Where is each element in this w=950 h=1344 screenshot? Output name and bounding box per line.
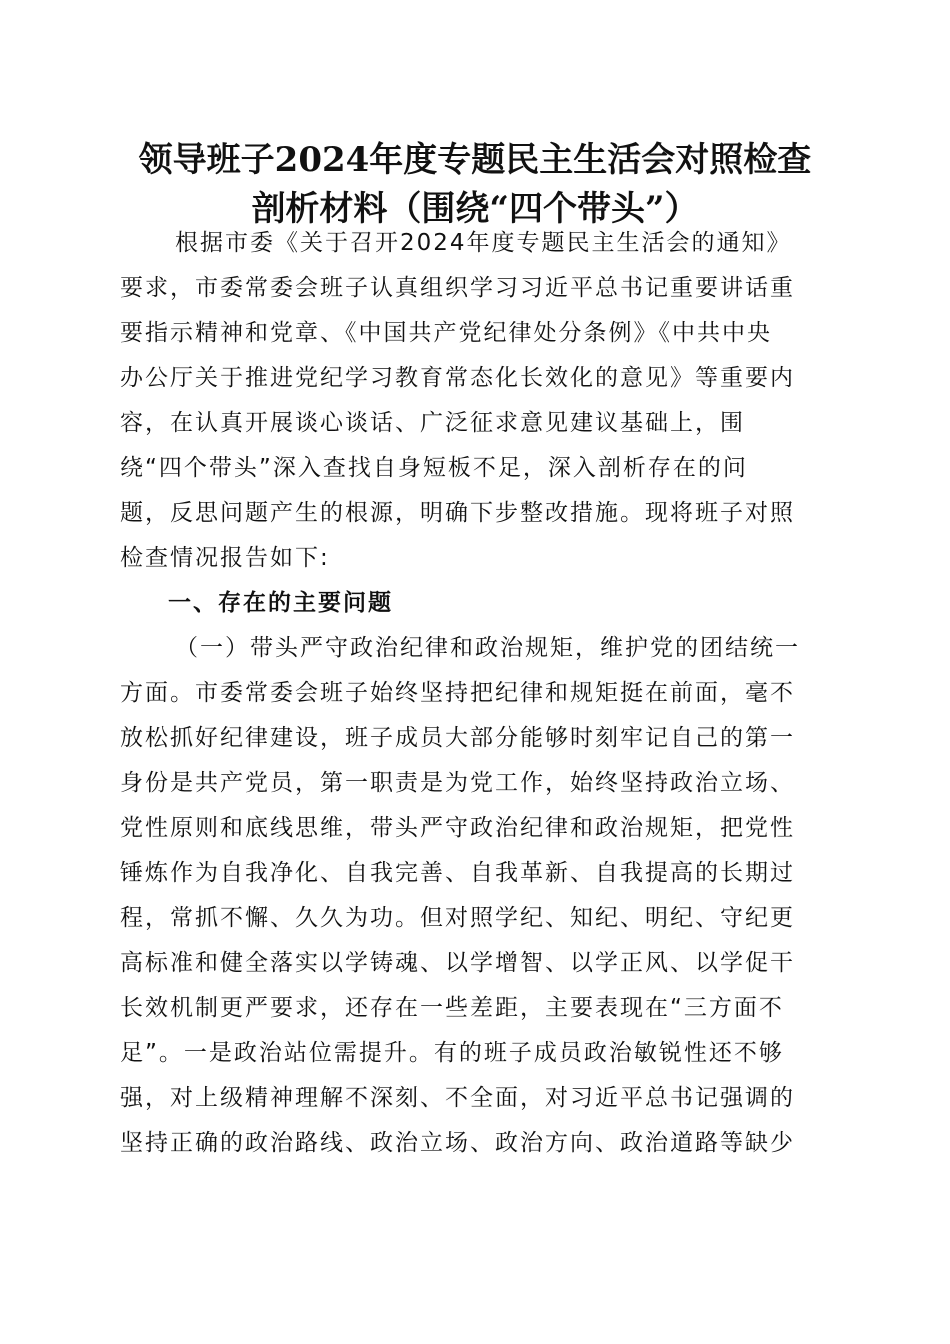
body-line-1: （一）带头严守政治纪律和政治规矩，维护党的团结统一 (175, 635, 800, 661)
document-title-line-2: 剖析材料（围绕“四个带头”） (251, 189, 699, 229)
intro-line-2: 要求，市委常委会班子认真组织学习习近平总书记重要讲话重 (120, 275, 795, 301)
intro-line-8: 检查情况报告如下: (120, 545, 330, 571)
intro-line-4: 办公厅关于推进党纪学习教育常态化长效化的意见》等重要内 (120, 365, 795, 391)
intro-line-6: 绕“四个带头”深入查找自身短板不足，深入剖析存在的问 (120, 455, 748, 481)
body-line-7: 程，常抓不懈、久久为功。但对照学纪、知纪、明纪、守纪更 (120, 905, 795, 931)
body-line-8: 高标准和健全落实以学铸魂、以学增智、以学正风、以学促干 (120, 950, 795, 976)
body-line-6: 锤炼作为自我净化、自我完善、自我革新、自我提高的长期过 (120, 860, 795, 886)
intro-line-5: 容，在认真开展谈心谈话、广泛征求意见建议基础上，围 (120, 410, 745, 436)
body-line-4: 身份是共产党员，第一职责是为党工作，始终坚持政治立场、 (120, 770, 795, 796)
body-line-5: 党性原则和底线思维，带头严守政治纪律和政治规矩，把党性 (120, 815, 795, 841)
body-line-2: 方面。市委常委会班子始终坚持把纪律和规矩挺在前面，毫不 (120, 680, 795, 706)
intro-line-7: 题，反思问题产生的根源，明确下步整改措施。现将班子对照 (120, 500, 795, 526)
body-line-12: 坚持正确的政治路线、政治立场、政治方向、政治道路等缺少 (120, 1130, 795, 1156)
body-line-9: 长效机制更严要求，还存在一些差距，主要表现在“三方面不 (120, 995, 784, 1021)
intro-line-3: 要指示精神和党章、《中国共产党纪律处分条例》《中共中央 (120, 320, 772, 346)
section-heading: 一、存在的主要问题 (168, 590, 393, 616)
document-title-line-1: 领导班子2024年度专题民主生活会对照检查 (138, 140, 812, 180)
body-line-10: 足”。一是政治站位需提升。有的班子成员政治敏锐性还不够 (120, 1040, 784, 1066)
intro-line-1: 根据市委《关于召开2024年度专题民主生活会的通知》 (175, 230, 792, 256)
body-line-3: 放松抓好纪律建设，班子成员大部分能够时刻牢记自己的第一 (120, 725, 795, 751)
body-line-11: 强，对上级精神理解不深刻、不全面，对习近平总书记强调的 (120, 1085, 795, 1111)
